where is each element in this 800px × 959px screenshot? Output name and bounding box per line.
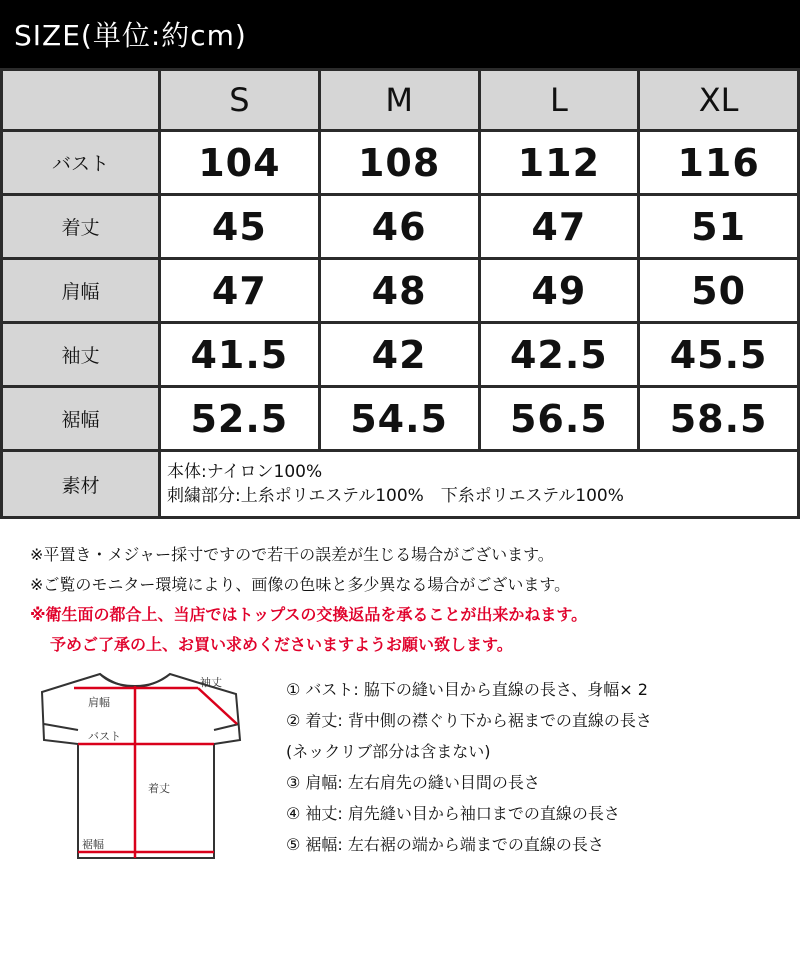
table-cell: 46 (319, 195, 479, 259)
row-label: 裾幅 (2, 387, 160, 451)
row-label: 着丈 (2, 195, 160, 259)
legend-hem: ⑤ 裾幅: 左右裾の端から端までの直線の長さ (286, 835, 604, 854)
corner-cell (2, 70, 160, 131)
table-cell: 45 (160, 195, 320, 259)
material-line-1: 本体:ナイロン100% (167, 462, 323, 482)
material-line-2: 刺繍部分:上糸ポリエステル100% 下糸ポリエステル100% (167, 486, 624, 506)
table-cell: 52.5 (160, 387, 320, 451)
row-label: 肩幅 (2, 259, 160, 323)
table-cell: 51 (639, 195, 799, 259)
label-shoulder: 肩幅 (88, 696, 110, 709)
table-cell: 47 (160, 259, 320, 323)
tshirt-diagram (30, 660, 260, 880)
size-m: M (319, 70, 479, 131)
tshirt-outline (42, 674, 240, 858)
size-xl: XL (639, 70, 799, 131)
table-row-length (2, 195, 799, 259)
legend-sleeve: ④ 袖丈: 肩先縫い目から袖口までの直線の長さ (286, 804, 620, 823)
measurement-legend (286, 674, 796, 860)
table-cell: 116 (639, 131, 799, 195)
header-title: SIZE(単位:約cm) (14, 19, 247, 52)
legend-length: ② 着丈: 背中側の襟ぐり下から裾までの直線の長さ (286, 711, 652, 730)
notes (30, 540, 790, 660)
table-cell: 49 (479, 259, 639, 323)
table-cell: 50 (639, 259, 799, 323)
size-l: L (479, 70, 639, 131)
legend-length-note: (ネックリブ部分は含まない) (286, 742, 491, 761)
table-cell: 48 (319, 259, 479, 323)
table-cell: 58.5 (639, 387, 799, 451)
table-row-shoulder (2, 259, 799, 323)
row-label: 袖丈 (2, 323, 160, 387)
legend-shoulder: ③ 肩幅: 左右肩先の縫い目間の長さ (286, 773, 540, 792)
table-cell: 45.5 (639, 323, 799, 387)
legend-bust: ① バスト: 脇下の縫い目から直線の長さ、身幅× 2 (286, 680, 648, 699)
table-cell: 41.5 (160, 323, 320, 387)
table-cell: 54.5 (319, 387, 479, 451)
note-measurement: ※平置き・メジャー採寸ですので若干の誤差が生じる場合がございます。 (30, 545, 554, 564)
size-table (0, 68, 800, 519)
label-sleeve: 袖丈 (200, 676, 222, 689)
table-cell: 42 (319, 323, 479, 387)
material-text (160, 451, 799, 518)
row-label: バスト (2, 131, 160, 195)
size-header-row (2, 70, 799, 131)
header-bar (0, 0, 800, 68)
table-row-material (2, 451, 799, 518)
table-cell: 42.5 (479, 323, 639, 387)
warning-consent: 予めご了承の上、お買い求めくださいますようお願い致します。 (50, 635, 513, 654)
table-cell: 108 (319, 131, 479, 195)
table-row-bust (2, 131, 799, 195)
sleeve-cuff-right (214, 724, 239, 730)
warning-hygiene: ※衛生面の都合上、当店ではトップスの交換返品を承ることが出来かねます。 (30, 605, 588, 624)
table-cell: 56.5 (479, 387, 639, 451)
table-cell: 104 (160, 131, 320, 195)
row-label: 素材 (2, 451, 160, 518)
label-bust: バスト (88, 730, 121, 743)
size-s: S (160, 70, 320, 131)
table-cell: 112 (479, 131, 639, 195)
table-row-hem (2, 387, 799, 451)
table-cell: 47 (479, 195, 639, 259)
note-monitor: ※ご覧のモニター環境により、画像の色味と多少異なる場合がございます。 (30, 575, 571, 594)
table-row-sleeve (2, 323, 799, 387)
label-hem: 裾幅 (82, 838, 104, 851)
label-length: 着丈 (148, 782, 170, 795)
sleeve-cuff-left (44, 724, 78, 730)
